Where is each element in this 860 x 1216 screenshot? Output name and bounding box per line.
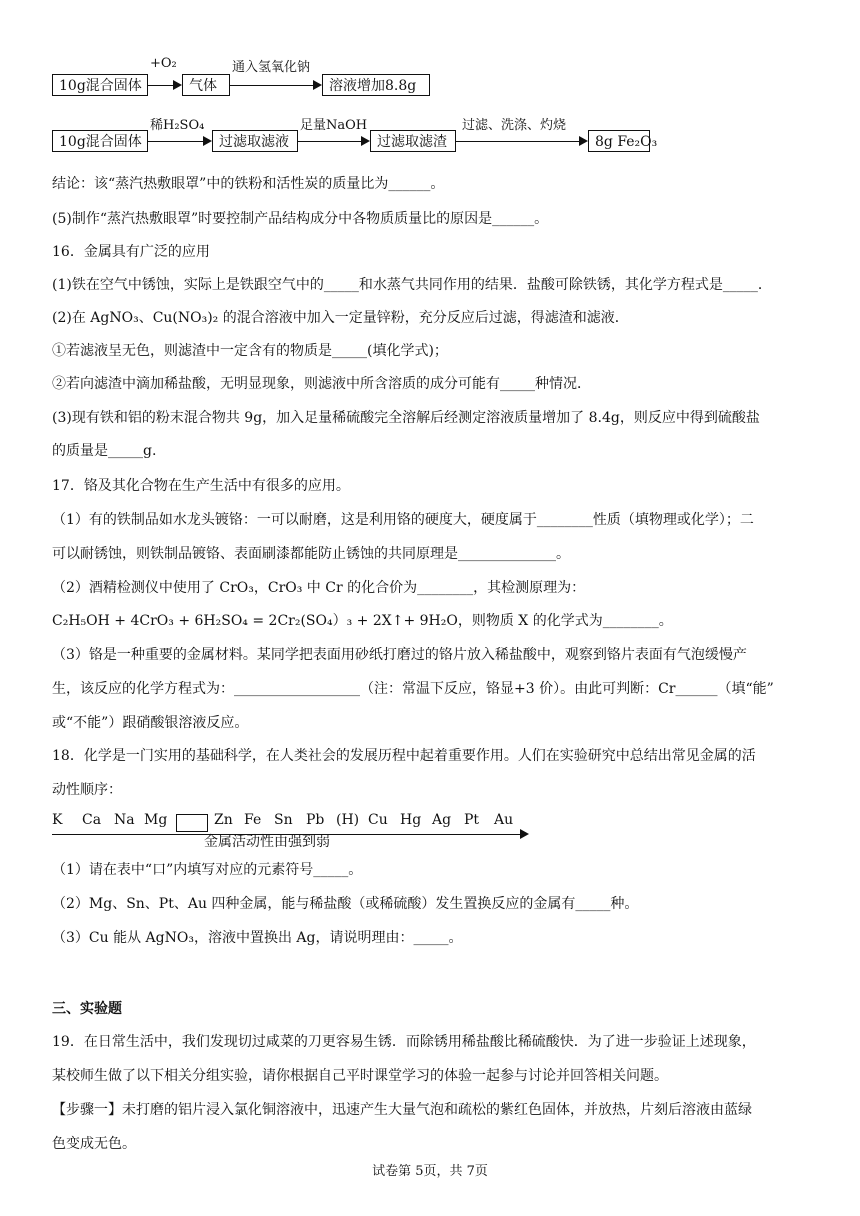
q16-part1: (1)铁在空气中锈蚀，实际上是铁跟空气中的_____和水蒸气共同作用的结果．盐酸可除铁锈，其化学方程式是_____． [52, 277, 772, 293]
q18-part3: （3）Cu 能从 AgNO₃，溶液中置换出 Ag，请说明理由：_____。 [52, 930, 463, 946]
flow2-arrow2 [298, 141, 362, 142]
series-au: Au [494, 812, 514, 828]
series-ag: Ag [432, 812, 452, 828]
series-na: Na [114, 812, 135, 828]
q17-part1: （1）有的铁制品如水龙头镀铬：一可以耐磨，这是利用铬的硬度大，硬度属于________性质（填物理或化学）；二 [52, 512, 754, 528]
series-zn: Zn [214, 812, 233, 828]
page-footer: 试卷第 5页，共 7页 [372, 1164, 488, 1179]
q19-intro: 19．在日常生活中，我们发现切过咸菜的刀更容易生锈．而除锈用稀盐酸比稀硫酸快．为了进一步验证上述现象， [52, 1034, 756, 1050]
flow2-arrow1 [148, 141, 204, 142]
series-blank-box [176, 814, 208, 832]
series-k: K [52, 812, 63, 828]
flow2-arrow2-label: 足量NaOH [300, 118, 368, 133]
series-hg: Hg [400, 812, 422, 828]
series-h: (H) [336, 812, 360, 828]
series-fe: Fe [244, 812, 262, 828]
q17-part2: （2）酒精检测仪中使用了 CrO₃，CrO₃ 中 Cr 的化合价为________，其检测原理为： [52, 580, 586, 596]
flow2-box-residue: 过滤取滤渣 [370, 130, 456, 152]
flow2-arrow1-label: 稀H₂SO₄ [150, 118, 205, 133]
flow2-arrow3 [456, 141, 580, 142]
series-caption: 金属活动性由强到弱 [204, 834, 330, 850]
series-sn: Sn [274, 812, 293, 828]
series-cu: Cu [368, 812, 388, 828]
q19-step1: 【步骤一】未打磨的铝片浸入氯化铜溶液中，迅速产生大量气泡和疏松的紫红色固体，并放热，片刻后溶液由蓝绿 [52, 1102, 752, 1118]
flow2-arrow2-head [361, 136, 370, 146]
flow2-box-mixed-solid: 10g混合固体 [52, 130, 148, 152]
q17-title: 17．铬及其化合物在生产生活中有很多的应用。 [52, 478, 350, 494]
q18-title: 18．化学是一门实用的基础科学，在人类社会的发展历程中起着重要作用。人们在实验研究中总结出常见金属的活 [52, 748, 756, 764]
q19-intro-cont: 某校师生做了以下相关分组实验，请你根据自己平时课堂学习的体验一起参与讨论并回答相关问题。 [52, 1068, 668, 1084]
section-title-experiment: 三、实验题 [52, 1001, 122, 1017]
flow1-box-solution-increase: 溶液增加8.8g [322, 74, 430, 96]
q16-part2-sub1: ①若滤液呈无色，则滤渣中一定含有的物质是_____(填化学式)； [52, 343, 448, 359]
series-pb: Pb [306, 812, 325, 828]
series-ca: Ca [82, 812, 102, 828]
conclusion-line: 结论：该“蒸汽热敷眼罩”中的铁粉和活性炭的质量比为______。 [52, 176, 445, 192]
q15-part5: (5)制作“蒸汽热敷眼罩”时要控制产品结构成分中各物质质量比的原因是______。 [52, 211, 549, 227]
flow2-box-filtrate: 过滤取滤液 [212, 130, 298, 152]
q16-part2-sub2: ②若向滤渣中滴加稀盐酸，无明显现象，则滤液中所含溶质的成分可能有_____种情况． [52, 376, 591, 392]
q16-part3-cont: 的质量是_____g. [52, 443, 157, 459]
q19-step1-cont: 色变成无色。 [52, 1136, 136, 1152]
flow2-box-fe2o3: 8g Fe₂O₃ [588, 130, 650, 152]
q17-equation: C₂H₅OH + 4CrO₃ + 6H₂SO₄ = 2Cr₂(SO₄）₃ + 2X↑+ 9H₂O，则物质 X 的化学式为________。 [52, 613, 673, 629]
flow1-box-mixed-solid: 10g混合固体 [52, 74, 148, 96]
series-pt: Pt [464, 812, 480, 828]
flow1-arrow2-label: 通入氢氧化钠 [232, 60, 311, 75]
q16-title: 16．金属具有广泛的应用 [52, 244, 210, 260]
q18-part2: （2）Mg、Sn、Pt、Au 四种金属，能与稀盐酸（或稀硫酸）发生置换反应的金属有_____种。 [52, 896, 639, 912]
series-arrow-head [520, 829, 529, 839]
flow2-arrow3-head [579, 136, 588, 146]
series-mg: Mg [144, 812, 168, 828]
q17-part3: （3）铬是一种重要的金属材料。某同学把表面用砂纸打磨过的铬片放入稀盐酸中，观察到铬片表面有气泡缓慢产 [52, 647, 747, 663]
q17-part1-cont: 可以耐锈蚀，则铁制品镀铬、表面刷漆都能防止锈蚀的共同原理是______________。 [52, 546, 570, 562]
q17-part3-cont: 生，该反应的化学方程式为：__________________（注：常温下反应，铬显+3 价）。由此可判断：Cr______（填“能” [52, 681, 774, 697]
flow2-arrow3-label: 过滤、洗涤、灼烧 [462, 118, 567, 133]
q18-title-cont: 动性顺序： [52, 782, 122, 798]
flow1-box-gas: 气体 [182, 74, 230, 96]
flow2-arrow1-head [203, 136, 212, 146]
q18-part1: （1）请在表中“口”内填写对应的元素符号_____。 [52, 862, 363, 878]
q17-part3-cont2: 或“不能”）跟硝酸银溶液反应。 [52, 715, 249, 731]
flow-diagram-acid [0, 0, 860, 160]
flow1-arrow1-label: +O₂ [150, 56, 177, 71]
q16-part2: (2)在 AgNO₃、Cu(NO₃)₂ 的混合溶液中加入一定量锌粉，充分反应后过滤，得滤渣和滤液． [52, 310, 629, 326]
q16-part3: (3)现有铁和铝的粉末混合物共 9g，加入足量稀硫酸完全溶解后经测定溶液质量增加了 8.4g，则反应中得到硫酸盐 [52, 410, 760, 426]
